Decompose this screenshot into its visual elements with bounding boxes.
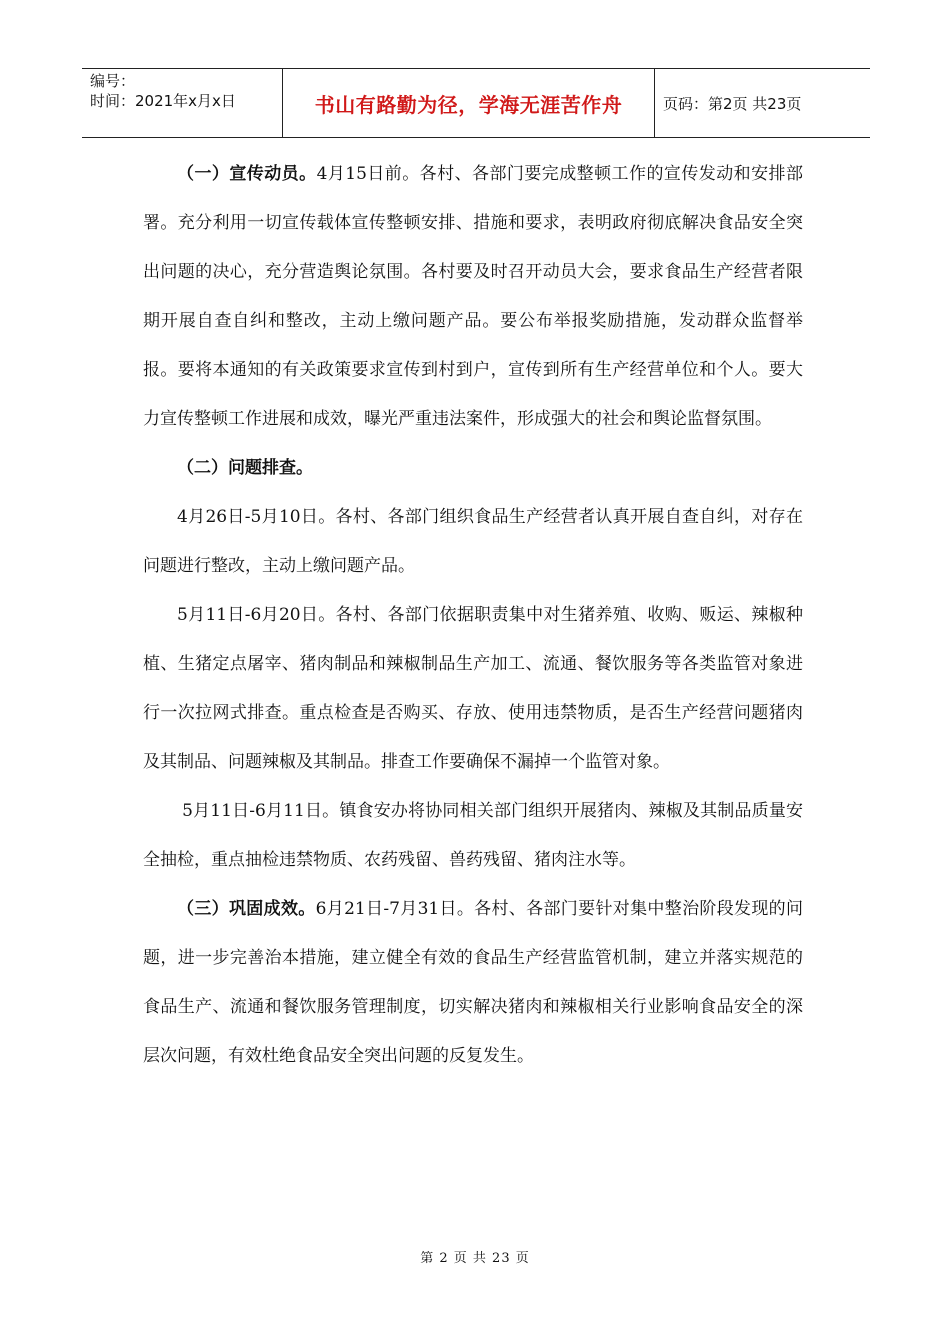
paragraph-screening [143,591,803,787]
paragraph-text: 5月11日-6月20日。各村、各部门依据职责集中对生猪养殖、收购、贩运、辣椒种植、生猪定点屠宰、猪肉制品和辣椒制品生产加工、流通、餐饮服务等各类监管对象进行一次拉网式排查。重点检查是否购买、存放、使用违禁物质，是否生产经营问题猪肉及其制品、问题辣椒及其制品。排查工作要确保不漏掉一个监管对象。 [143,605,803,772]
paragraph-consolidation [143,885,803,1081]
header-motto: 书山有路勤为径，学海无涯苦作舟 [282,69,655,137]
paragraph-publicity [143,150,803,444]
paragraph-text: 4月26日-5月10日。各村、各部门组织食品生产经营者认真开展自查自纠，对存在问题进行整改，主动上缴问题产品。 [143,507,803,576]
document-date-label: 时间：2021年x月x日 [90,92,236,110]
section-heading-publicity: （一）宣传动员。 [177,164,317,184]
section-heading-consolidation: （三）巩固成效。 [177,899,316,919]
paragraph-text: 6月21日-7月31日。各村、各部门要针对集中整治阶段发现的问题，进一步完善治本措施，建立健全有效的食品生产经营监管机制，建立并落实规范的食品生产、流通和餐饮服务管理制度，切实解决猪肉和辣椒相关行业影响食品安全的深层次问题，有效杜绝食品安全突出问题的反复发生。 [143,899,804,1066]
paragraph-text: 4月15日前。各村、各部门要完成整顿工作的宣传发动和安排部署。充分利用一切宣传载体宣传整顿安排、措施和要求，表明政府彻底解决食品安全突出问题的决心，充分营造舆论氛围。各村要及时召开动员大会，要求食品生产经营者限期开展自查自纠和整改，主动上缴问题产品。要公布举报奖励措施，发动群众监督举报。要将本通知的有关政策要求宣传到村到户，宣传到所有生产经营单位和个人。要大力宣传整顿工作进展和成效，曝光严重违法案件，形成强大的社会和舆论监督氛围。 [143,164,804,429]
page-footer: 第 2 页 共 23 页 [420,1251,530,1266]
paragraph-text: 5月11日-6月11日。镇食安办将协同相关部门组织开展猪肉、辣椒及其制品质量安全抽检，重点抽检违禁物质、农药残留、兽药残留、猪肉注水等。 [143,801,803,870]
header-meta [82,69,282,137]
page-header [82,68,870,138]
paragraph-inspection-heading [143,444,803,493]
paragraph-sampling [143,787,803,885]
paragraph-self-check [143,493,803,591]
header-page-info: 页码：第2页 共23页 [663,94,802,113]
section-heading-inspection: （二）问题排查。 [177,458,313,478]
document-number-label: 编号： [90,72,136,90]
document-body [143,150,803,1081]
